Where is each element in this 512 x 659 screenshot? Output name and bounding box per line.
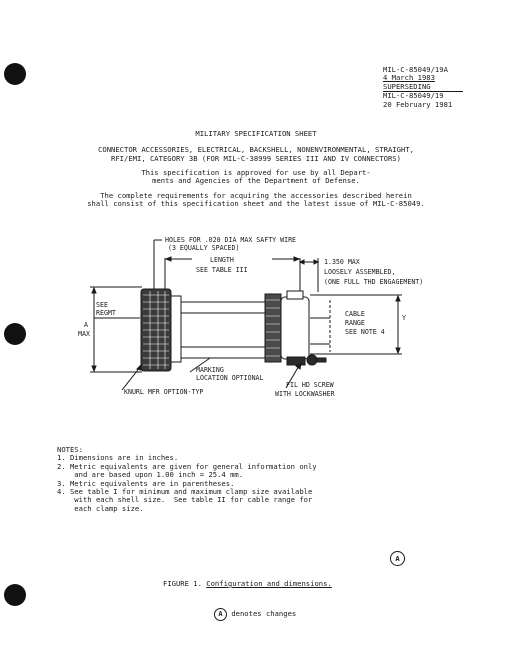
length-label: LENGTH: [210, 256, 234, 264]
note-2b: and are based upon 1.00 inch = 25.4 mm.: [57, 470, 244, 480]
holes-label-2: (3 EQUALLY SPACED): [168, 244, 240, 252]
binder-hole-top: [4, 63, 26, 85]
notes-heading: NOTES:: [57, 445, 83, 454]
legend-symbol: A: [214, 608, 227, 621]
see-regmt-label-1: SEE: [96, 301, 108, 309]
subtitle-line-2: RFI/EMI, CATEGORY 3B (FOR MIL-C-38999 SERIES III AND IV CONNECTORS): [111, 154, 401, 163]
connector-body: [141, 289, 326, 371]
cable-label-3: SEE NOTE 4: [345, 328, 385, 336]
full-thd-label: (ONE FULL THD ENGAGEMENT): [324, 278, 424, 286]
subtitle-line-1: CONNECTOR ACCESSORIES, ELECTRICAL, BACKSHELL, NONENVIRONMENTAL, STRAIGHT,: [98, 145, 414, 154]
sheet-title: MILITARY SPECIFICATION SHEET: [195, 129, 317, 138]
fil-screw-label-2: WITH LOCKWASHER: [275, 390, 335, 398]
marking-label-2: LOCATION OPTIONAL: [196, 374, 264, 382]
figure-caption: [163, 580, 332, 588]
note-2a: 2. Metric equivalents are given for general information only: [57, 461, 317, 471]
marking-label-1: MARKING: [196, 366, 224, 374]
figure-label: FIGURE 1.: [163, 579, 202, 588]
holes-label-1: HOLES FOR .020 DIA MAX SAFTY WIRE: [165, 236, 297, 244]
requirements-line-2: shall consist of this specification sheet and the latest issue of MIL-C-85049.: [87, 199, 425, 208]
document-header: [383, 66, 503, 109]
approval-line-2: ments and Agencies of the Department of Defense.: [152, 176, 360, 185]
superseding-label: SUPERSEDING: [383, 83, 463, 92]
notes-block: [57, 446, 317, 513]
fil-screw-label-1: FIL HD SCREW: [286, 381, 334, 389]
approval-line-1: This specification is approved for use by all Depart-: [141, 168, 371, 177]
note-3: 3. Metric equivalents are in parentheses.: [57, 478, 235, 488]
see-regmt-label-2: REGMT: [96, 309, 116, 317]
doc-number: MIL-C-85049/19A: [383, 65, 448, 74]
doc-date: 4 March 1983: [383, 73, 435, 83]
note-4b: with each shell size. See table II for cable range for: [57, 495, 313, 505]
previous-doc-number: MIL-C-85049/19: [383, 91, 444, 101]
binder-hole-bottom: [4, 584, 26, 606]
note-4a: 4. See table I for minimum and maximum clamp size available: [57, 487, 313, 497]
revision-symbol: A: [390, 551, 405, 566]
figure-caption-text: Configuration and dimensions.: [206, 579, 332, 588]
changes-legend: [214, 608, 296, 621]
note-1: 1. Dimensions are in inches.: [57, 453, 179, 463]
max-label: MAX: [78, 330, 90, 338]
cable-label-2: RANGE: [345, 319, 365, 327]
y-label: Y: [402, 314, 406, 322]
requirements-line-1: The complete requirements for acquiring the accessories described herein: [100, 191, 412, 200]
legend-text: denotes changes: [231, 609, 297, 618]
previous-doc-date: 20 February 1981: [383, 99, 453, 109]
knurl-label: KNURL MFR OPTION-TYP: [124, 388, 204, 396]
loosely-assembled-label: LOOSELY ASSEMBLED,: [324, 268, 396, 276]
note-4c: each clamp size.: [57, 503, 144, 513]
see-table-label: SEE TABLE III: [196, 266, 248, 274]
binder-hole-middle: [4, 323, 26, 345]
dim-1350-label: 1.350 MAX: [324, 258, 360, 266]
a-label: A: [84, 321, 88, 329]
cable-label-1: CABLE: [345, 310, 365, 318]
